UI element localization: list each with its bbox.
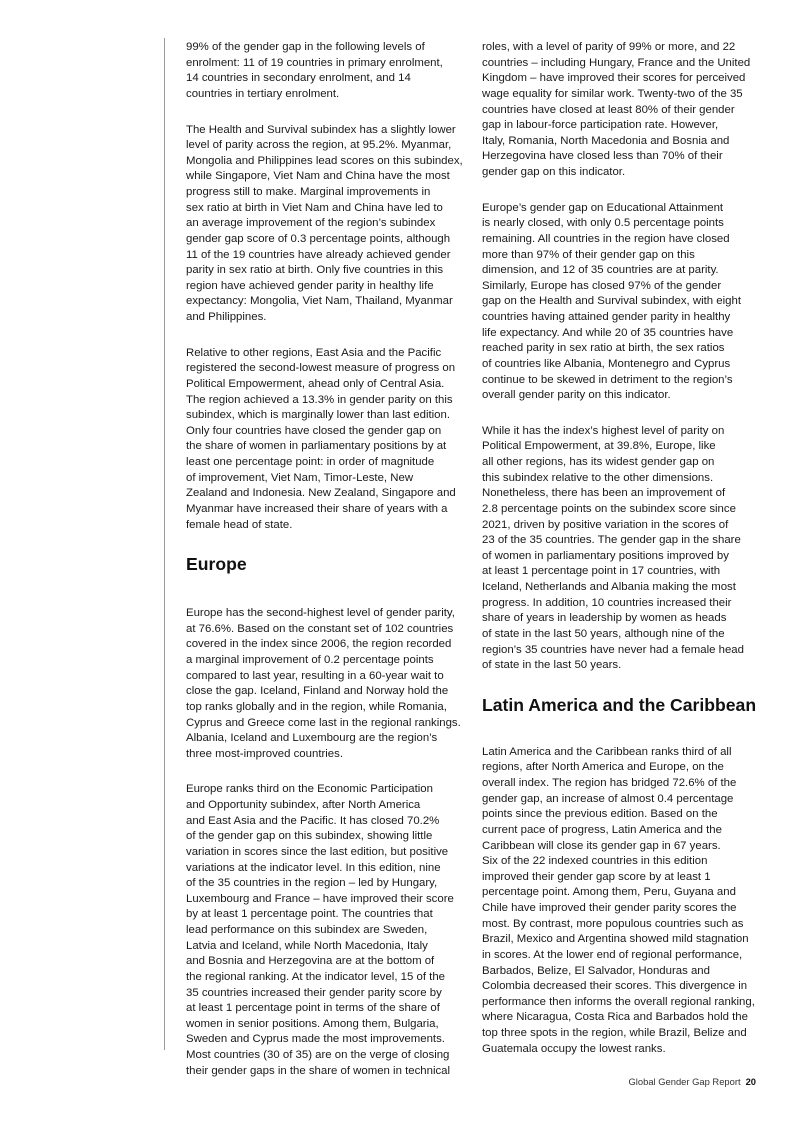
section-heading-europe: Europe <box>186 554 247 575</box>
report-title: Global Gender Gap Report <box>628 1076 741 1087</box>
paragraph: Europe ranks third on the Economic Participation and Opportunity subindex, after North America and East Asia and the Pacific. It has closed 70.2% of the gender gap on this subindex, showing little variation in scores since the last edition, but positive variations at the indicator level. In this edition, nine of the 35 countries in the region – led by Hungary, Luxembourg and France – have improved their score by at least 1 percentage point. The countries that lead performance on this subindex are Sweden, Latvia and Iceland, while North Macedonia, Italy and Bosnia and Herzegovina are at the bottom of the regional ranking. At the indicator level, 15 of the 35 countries increased their gender parity score by at least 1 percentage point in terms of the share of women in senior positions. Among them, Bulgaria, Sweden and Cyprus made the most improvements. Most countries (30 of 35) are on the verge of closing their gender gaps in the share of women in technical <box>186 783 454 1077</box>
paragraph: Latin America and the Caribbean ranks third of all regions, after North America and Europe, on the overall index. The region has bridged 72.6% of the gender gap, an increase of almost 0.4 percentage points since the previous edition. Based on the current pace of progress, Latin America and the Caribbean will close its gender gap in 67 years. Six of the 22 indexed countries in this edition improved their gender gap score by at least 1 percentage point. Among them, Peru, Guyana and Chile have improved their gender parity scores the most. By contrast, more populous countries such as Brazil, Mexico and Argentina showed mild stagnation in scores. At the lower end of regional performance, Barbados, Belize, El Salvador, Honduras and Colombia decreased their scores. This divergence in performance then informs the overall regional ranking, where Nicaragua, Costa Rica and Barbados hold the top three spots in the region, while Brazil, Belize and Guatemala occupy the lowest ranks. <box>482 745 755 1055</box>
left-column <box>186 40 464 1099</box>
page-footer <box>629 1076 756 1087</box>
paragraph: roles, with a level of parity of 99% or more, and 22 countries – including Hungary, France and the United Kingdom – have improved their scores for perceived wage equality for similar work. Twenty-two of the 35 countries have closed at least 80% of their gender gap in labour-force participation rate. However, Italy, Romania, North Macedonia and Bosnia and Herzegovina have closed less than 70% of their gender gap on this indicator. <box>482 41 751 178</box>
right-column <box>482 40 760 1077</box>
page-number: 20 <box>745 1076 756 1087</box>
paragraph: 99% of the gender gap in the following levels of enrolment: 11 of 19 countries in primary enrolment, 14 countries in secondary enrolment, and 14 countries in tertiary enrolment. <box>186 41 443 100</box>
column-rule <box>164 38 165 1050</box>
paragraph: Europe’s gender gap on Educational Attainment is nearly closed, with only 0.5 percentage points remaining. All countries in the region have closed more than 97% of their gender gap on this dimension, and 12 of 35 countries are at parity. Similarly, Europe has closed 97% of the gender gap on the Health and Survival subindex, with eight countries having attained gender parity in healthy life expectancy. And while 20 of 35 countries have reached parity in sex ratio at birth, the sex ratios of countries like Albania, Montenegro and Cyprus continue to be skewed in detriment to the region’s overall gender parity on this indicator. <box>482 201 741 402</box>
paragraph: While it has the index’s highest level of parity on Political Empowerment, at 39.8%, Europe, like all other regions, has its widest gender gap on this subindex relative to the other dimensions. Nonetheless, there has been an improvement of 2.8 percentage points on the subindex score since 2021, driven by positive variation in the scores of 23 of the 35 countries. The gender gap in the share of women in parliamentary positions improved by at least 1 percentage point in 17 countries, with Iceland, Netherlands and Albania making the most progress. In addition, 10 countries increased their share of years in leadership by women as heads of state in the last 50 years, although nine of the region’s 35 countries have never had a female head of state in the last 50 years. <box>482 424 744 672</box>
section-heading-latin-america: Latin America and the Caribbean <box>482 694 757 715</box>
paragraph: The Health and Survival subindex has a slightly lower level of parity across the region, at 95.2%. Myanmar, Mongolia and Philippines lead scores on this subindex, while Singapore, Viet Nam and China have the most progress still to make. Marginal improvements in sex ratio at birth in Viet Nam and China have led to an average improvement of the region’s subindex gender gap score of 0.3 percentage points, although 11 of the 19 countries have already achieved gender parity in sex ratio at birth. Only five countries in this region have achieved gender parity in healthy life expectancy: Mongolia, Viet Nam, Thailand, Myanmar and Philippines. <box>186 123 463 323</box>
paragraph: Relative to other regions, East Asia and the Pacific registered the second-lowest measure of progress on Political Empowerment, ahead only of Central Asia. The region achieved a 13.3% in gender parity on this subindex, which is marginally lower than last edition. Only four countries have closed the gender gap on the share of women in parliamentary positions by at least one percentage point: in order of magnitude of improvement, Viet Nam, Timor-Leste, New Zealand and Indonesia. New Zealand, Singapore and Myanmar have increased their share of years with a female head of state. <box>186 346 456 531</box>
paragraph: Europe has the second-highest level of gender parity, at 76.6%. Based on the constant set of 102 countries covered in the index since 2006, the region recorded a marginal improvement of 0.2 percentage points compared to last year, resulting in a 60-year wait to close the gap. Iceland, Finland and Norway hold the top ranks globally and in the region, while Romania, Cyprus and Greece come last in the regional rankings. Albania, Iceland and Luxembourg are the region’s three most-improved countries. <box>186 607 461 760</box>
